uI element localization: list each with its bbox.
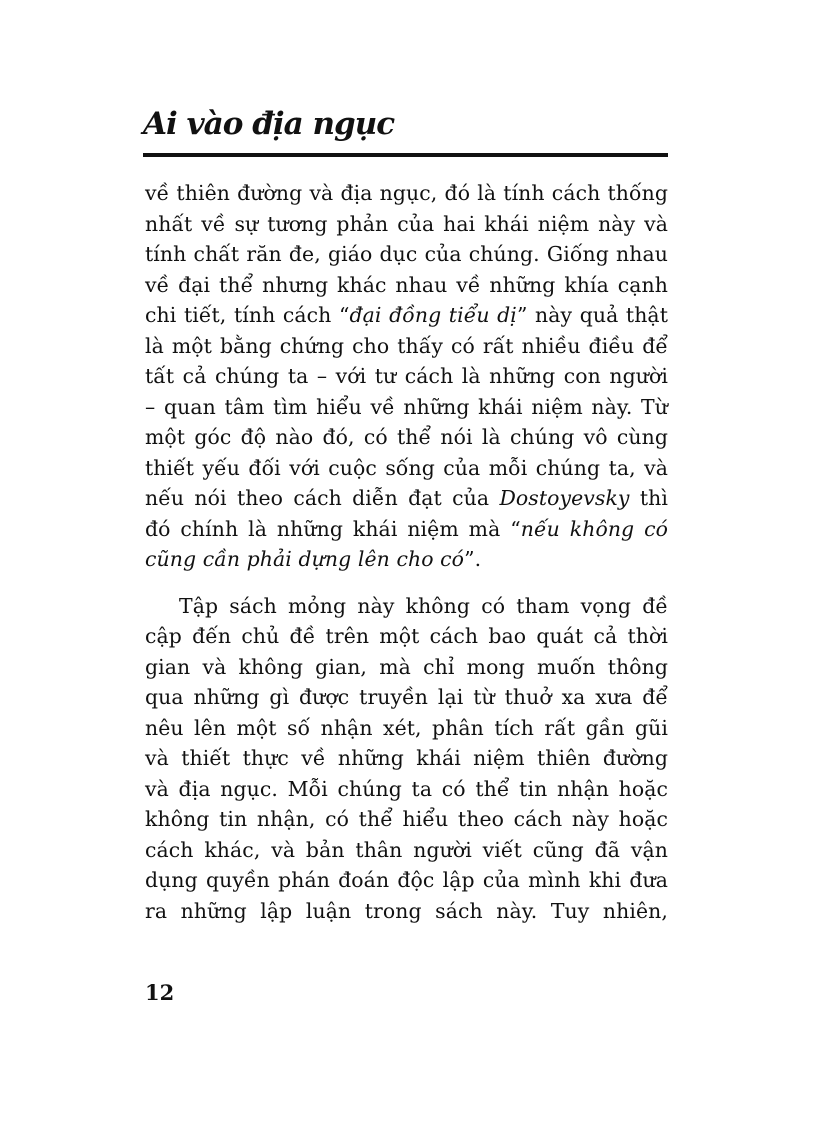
text-line bbox=[145, 483, 668, 514]
text-line: qua những gì được truyền lại từ thuở xa xưa để bbox=[145, 685, 668, 709]
text-line: nhất về sự tương phản của hai khái niệm này và bbox=[145, 211, 668, 236]
text-line: không tin nhận, có thể hiểu theo cách này hoặc bbox=[145, 807, 668, 831]
text-line: thiết yếu đối với cuộc sống của mỗi chúng ta, và bbox=[145, 455, 668, 480]
text-line: một góc độ nào đó, có thể nói là chúng vô cùng bbox=[145, 425, 668, 449]
text-run: chi tiết, tính cách “ bbox=[145, 303, 350, 327]
text-line: nêu lên một số nhận xét, phân tích rất gần gũi bbox=[145, 715, 668, 740]
text-line: về đại thể nhưng khác nhau về những khía cạnh bbox=[145, 272, 668, 297]
text-line: và địa ngục. Mỗi chúng ta có thể tin nhận hoặc bbox=[145, 776, 668, 801]
text-line: – quan tâm tìm hiểu về những khái niệm này. Từ bbox=[145, 394, 668, 419]
text-line: là một bằng chứng cho thấy có rất nhiều điều để bbox=[145, 333, 668, 358]
text-line: và thiết thực về những khái niệm thiên đường bbox=[145, 746, 668, 770]
text-line bbox=[145, 300, 668, 331]
italic-quote: cũng cần phải dựng lên cho có bbox=[145, 547, 465, 571]
text-run: ”. bbox=[464, 547, 482, 571]
italic-quote: nếu không có bbox=[520, 516, 668, 541]
text-line bbox=[145, 544, 668, 575]
text-run: thì bbox=[629, 486, 668, 510]
text-line: ra những lập luận trong sách này. Tuy nhiên, bbox=[145, 898, 668, 923]
text-line: tất cả chúng ta – với tư cách là những con người bbox=[145, 364, 668, 388]
italic-phrase: đại đồng tiểu dị bbox=[349, 303, 517, 327]
running-header-title: Ai vào địa ngục bbox=[143, 106, 395, 142]
text-line: dụng quyền phán đoán độc lập của mình khi đưa bbox=[145, 868, 668, 892]
text-line: cách khác, và bản thân người viết cũng đã vận bbox=[145, 837, 668, 862]
text-line: Tập sách mỏng này không có tham vọng đề bbox=[179, 593, 668, 618]
text-line: về thiên đường và địa ngục, đó là tính cách thống bbox=[145, 181, 668, 205]
paragraph-1 bbox=[145, 178, 668, 575]
text-line: gian và không gian, mà chỉ mong muốn thông bbox=[145, 654, 668, 679]
body-text bbox=[145, 178, 668, 926]
page-number: 12 bbox=[145, 980, 175, 1005]
text-run: đó chính là những khái niệm mà “ bbox=[145, 516, 521, 541]
text-line bbox=[145, 514, 668, 545]
text-run: nếu nói theo cách diễn đạt của bbox=[145, 486, 500, 510]
italic-author: Dostoyevsky bbox=[499, 486, 630, 510]
paragraph-gap bbox=[145, 575, 668, 591]
paragraph-2 bbox=[145, 591, 668, 927]
text-run: ” này quả thật bbox=[516, 303, 668, 327]
header-rule bbox=[143, 153, 668, 157]
text-line: cập đến chủ đề trên một cách bao quát cả thời bbox=[145, 624, 668, 648]
text-line: tính chất răn đe, giáo dục của chúng. Giống nhau bbox=[145, 242, 668, 266]
